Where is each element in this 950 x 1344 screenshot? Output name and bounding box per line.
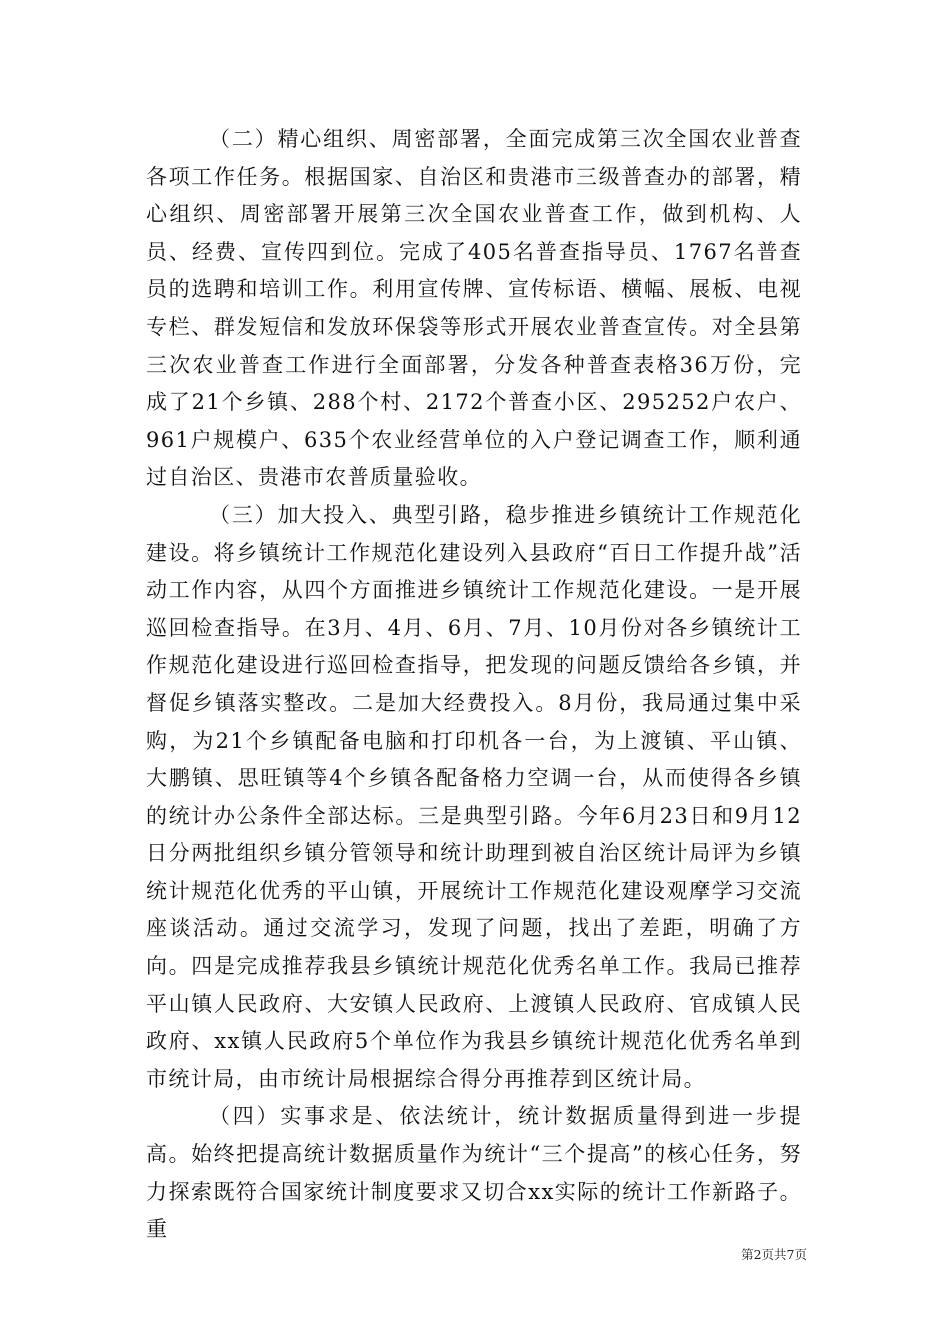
body-text: [146, 121, 802, 1249]
paragraph-township-statistics: （三）加大投入、典型引路，稳步推进乡镇统计工作规范化建设。将乡镇统计工作规范化建设列入县政府“百日工作提升战”活动工作内容，从四个方面推进乡镇统计工作规范化建设。一是开展巡回检查指导。在3月、4月、6月、7月、10月份对各乡镇统计工作规范化建设进行巡回检查指导，把发现的问题反馈给各乡镇，并督促乡镇落实整改。二是加大经费投入。8月份，我局通过集中采购，为21个乡镇配备电脑和打印机各一台，为上渡镇、平山镇、大鹏镇、思旺镇等4个乡镇各配备格力空调一台，从而使得各乡镇的统计办公条件全部达标。三是典型引路。今年6月23日和9月12日分两批组织乡镇分管领导和统计助理到被自治区统计局评为乡镇统计规范化优秀的平山镇，开展统计工作规范化建设观摩学习交流座谈活动。通过交流学习，发现了问题，找出了差距，明确了方向。四是完成推荐我县乡镇统计规范化优秀名单工作。我局已推荐平山镇人民政府、大安镇人民政府、上渡镇人民政府、官成镇人民政府、xx镇人民政府5个单位作为我县乡镇统计规范化优秀名单到市统计局，由市统计局根据综合得分再推荐到区统计局。: [146, 502, 802, 1091]
page-number-footer: 第2页共7页: [741, 1247, 807, 1262]
paragraph-data-quality: （四）实事求是、依法统计，统计数据质量得到进一步提高。始终把提高统计数据质量作为统计“三个提高”的核心任务，努力探索既符合国家统计制度要求又切合xx实际的统计工作新路子。重: [146, 1104, 802, 1242]
paragraph-agricultural-census: （二）精心组织、周密部署，全面完成第三次全国农业普查各项工作任务。根据国家、自治区和贵港市三级普查办的部署，精心组织、周密部署开展第三次全国农业普查工作，做到机构、人员、经费、宣传四到位。完成了405名普查指导员、1767名普查员的选聘和培训工作。利用宣传牌、宣传标语、横幅、展板、电视专栏、群发短信和发放环保袋等形式开展农业普查宣传。对全县第三次农业普查工作进行全面部署，分发各种普查表格36万份，完成了21个乡镇、288个村、2172个普查小区、295252户农户、961户规模户、635个农业经营单位的入户登记调查工作，顺利通过自治区、贵港市农普质量验收。: [146, 127, 802, 490]
